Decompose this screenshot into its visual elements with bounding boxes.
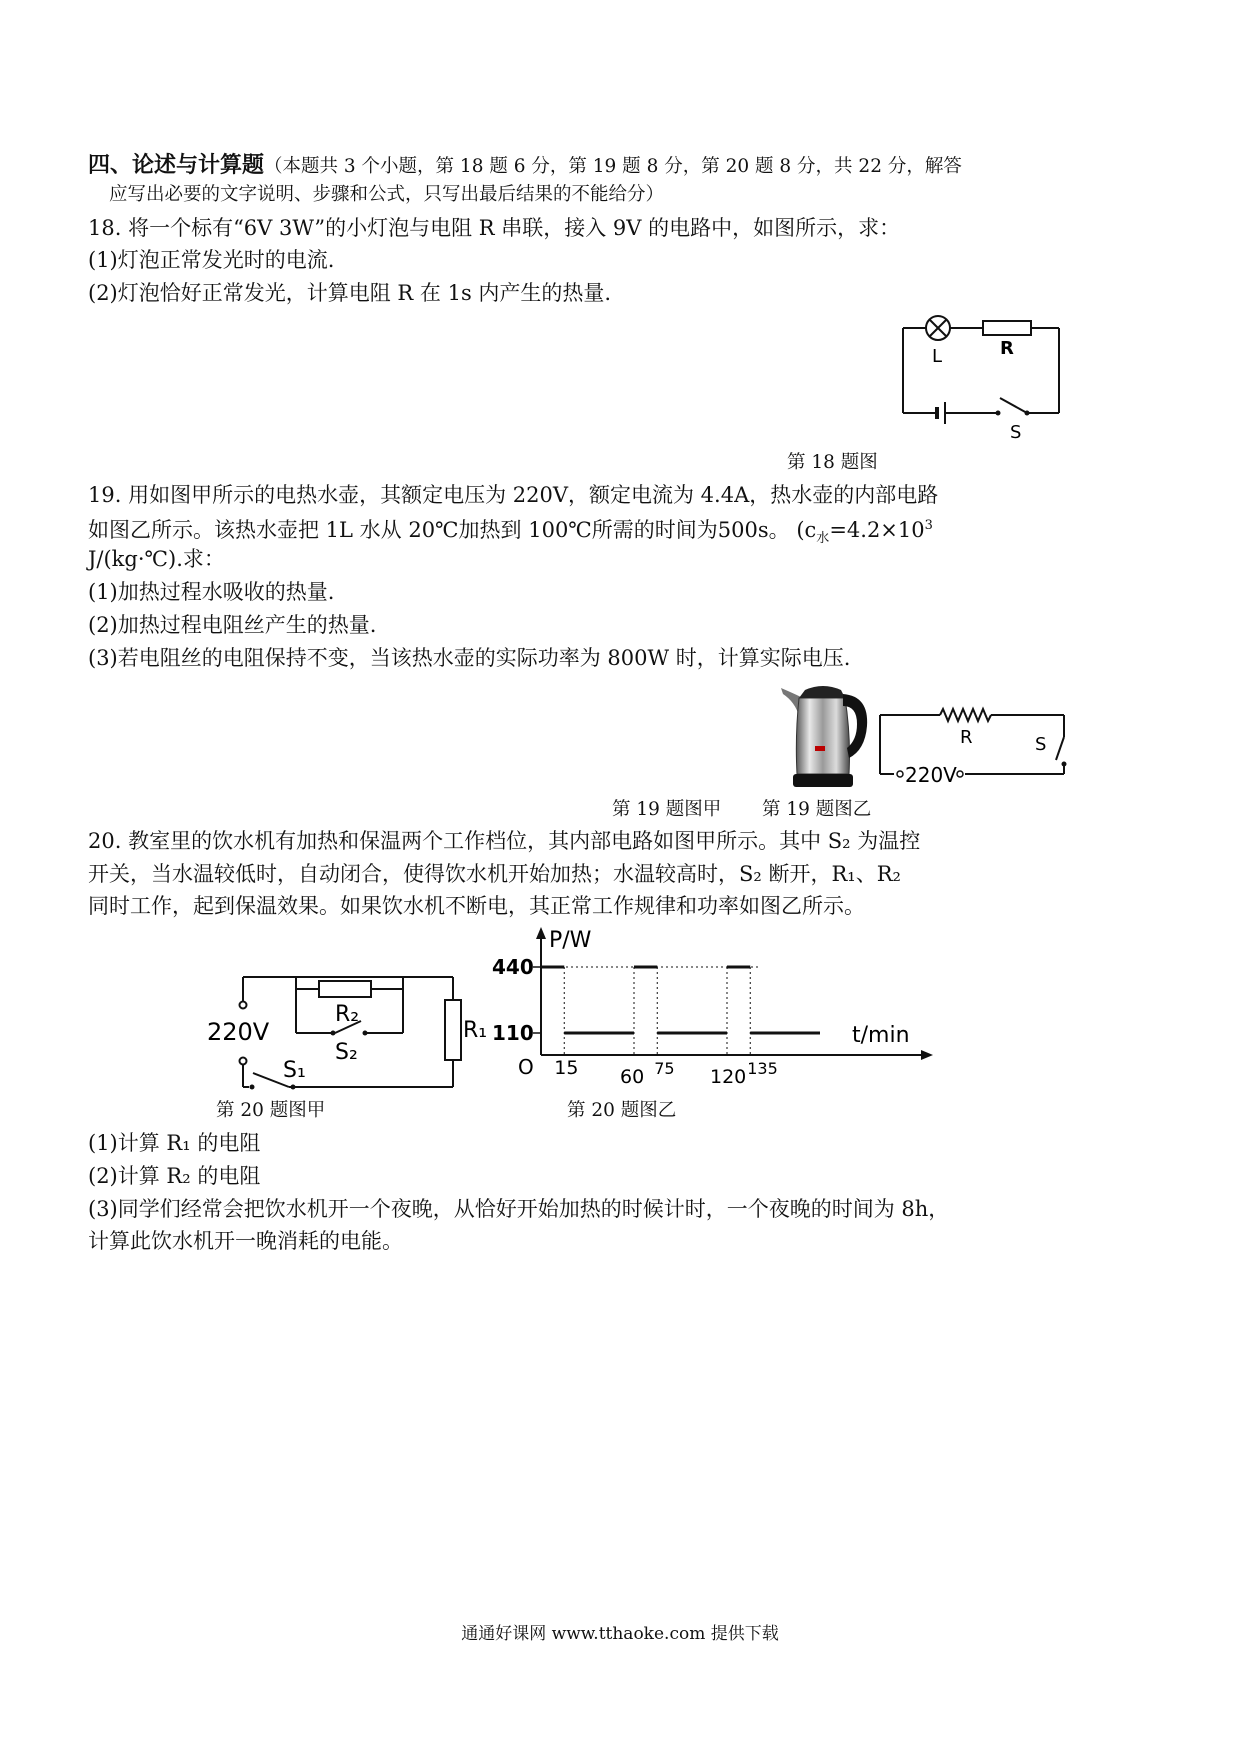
x-axis-arrow (921, 1050, 933, 1060)
q20-label-R1: R₁ (463, 1018, 488, 1043)
q19-label-R: R (960, 727, 973, 748)
y-tick-label: 110 (492, 1021, 534, 1045)
q20-label-R2: R₂ (335, 1002, 360, 1027)
q19-part1: (1)加热过程水吸收的热量. (88, 580, 335, 604)
q20-label-S1: S₁ (283, 1058, 306, 1083)
q20-caption-b: 第 20 题图乙 (567, 1100, 677, 1121)
q18-label-L: L (932, 346, 943, 367)
q20-part3-line1: (3)同学们经常会把饮水机开一个夜晚，从恰好开始加热的时候计时，一个夜晚的时间为 8h， (88, 1197, 950, 1221)
origin-label: O (518, 1055, 534, 1079)
x-tick-label: 135 (747, 1059, 778, 1078)
q18-caption: 第 18 题图 (787, 452, 878, 473)
heating-resistor-icon (940, 709, 991, 721)
kettle-image (775, 676, 875, 791)
q18-circuit (895, 300, 1075, 450)
y-axis-arrow (536, 927, 546, 939)
q18-stem: 18. 将一个标有“6V 3W”的小灯泡与电阻 R 串联，接入 9V 的电路中，如图所示，求： (88, 216, 901, 240)
q19-label-220V: 220V (905, 763, 957, 787)
q20-part2: (2)计算 R₂ 的电阻 (88, 1164, 261, 1188)
q19-stem-line1: 19. 用如图甲所示的电热水壶，其额定电压为 220V，额定电流为 4.4A，热水壶的内部电路 (88, 483, 939, 507)
y-tick-label: 440 (492, 955, 534, 979)
r1-resistor-icon (445, 1000, 461, 1060)
q18-part1: (1)灯泡正常发光时的电流. (88, 248, 335, 272)
q20-part1: (1)计算 R₁ 的电阻 (88, 1131, 261, 1155)
q19-stem-sub: 水 (816, 531, 830, 547)
q18-part2: (2)灯泡恰好正常发光，计算电阻 R 在 1s 内产生的热量. (88, 281, 612, 305)
resistor-icon (983, 321, 1031, 335)
x-tick-label: 15 (554, 1057, 579, 1079)
section-header (88, 150, 1088, 182)
q19-caption-b: 第 19 题图乙 (762, 799, 872, 820)
y-axis-label: P/W (549, 928, 592, 953)
x-tick-label: 75 (654, 1059, 675, 1078)
section-note-line2: 应写出必要的文字说明、步骤和公式，只写出最后结果的不能给分） (109, 184, 665, 205)
x-axis-label: t/min (852, 1023, 910, 1048)
q19-stem-line2a: 如图乙所示。该热水壶把 1L 水从 20℃加热到 100℃所需的时间为500s。 (c (88, 518, 817, 542)
q20-label-S2: S₂ (335, 1040, 358, 1065)
q20-part3-line2: 计算此饮水机开一晚消耗的电能。 (88, 1229, 403, 1253)
q19-stem-sup: 3 (924, 518, 933, 533)
q19-part3: (3)若电阻丝的电阻保持不变，当该热水壶的实际功率为 800W 时，计算实际电压. (88, 646, 851, 670)
q18-label-S: S (1010, 422, 1022, 443)
q20-label-220V: 220V (207, 1018, 270, 1046)
x-tick-label: 60 (620, 1066, 645, 1088)
q19-stem-line2b: =4.2×10 (829, 518, 925, 542)
r2-resistor-icon (319, 981, 371, 997)
q20-power-chart (485, 925, 965, 1095)
q19-stem-line3: J/(kg·℃).求： (88, 547, 225, 571)
q20-circuit (195, 955, 488, 1095)
q20-stem-line2: 开关，当水温较低时，自动闭合，使得饮水机开始加热；水温较高时，S₂ 断开，R₁、R₂ (88, 862, 901, 886)
section-title: 四、论述与计算题 (88, 153, 265, 178)
q19-caption-a: 第 19 题图甲 (612, 799, 722, 820)
q19-part2: (2)加热过程电阻丝产生的热量. (88, 613, 377, 637)
q20-caption-a: 第 20 题图甲 (216, 1100, 326, 1121)
footer: 通通好课网 www.tthaoke.com 提供下载 (461, 1624, 779, 1644)
section-note: （本题共 3 个小题，第 18 题 6 分，第 19 题 8 分，第 20 题 8 分，共 22 分，解答 (264, 156, 962, 177)
x-tick-label: 120 (710, 1066, 747, 1088)
q19-circuit (872, 700, 1072, 785)
q20-stem-line3: 同时工作，起到保温效果。如果饮水机不断电，其正常工作规律和功率如图乙所示。 (88, 894, 865, 918)
q20-stem-line1: 20. 教室里的饮水机有加热和保温两个工作档位，其内部电路如图甲所示。其中 S₂ 为温控 (88, 829, 921, 853)
q18-label-R: R (1000, 338, 1014, 359)
q19-label-S: S (1035, 734, 1047, 755)
